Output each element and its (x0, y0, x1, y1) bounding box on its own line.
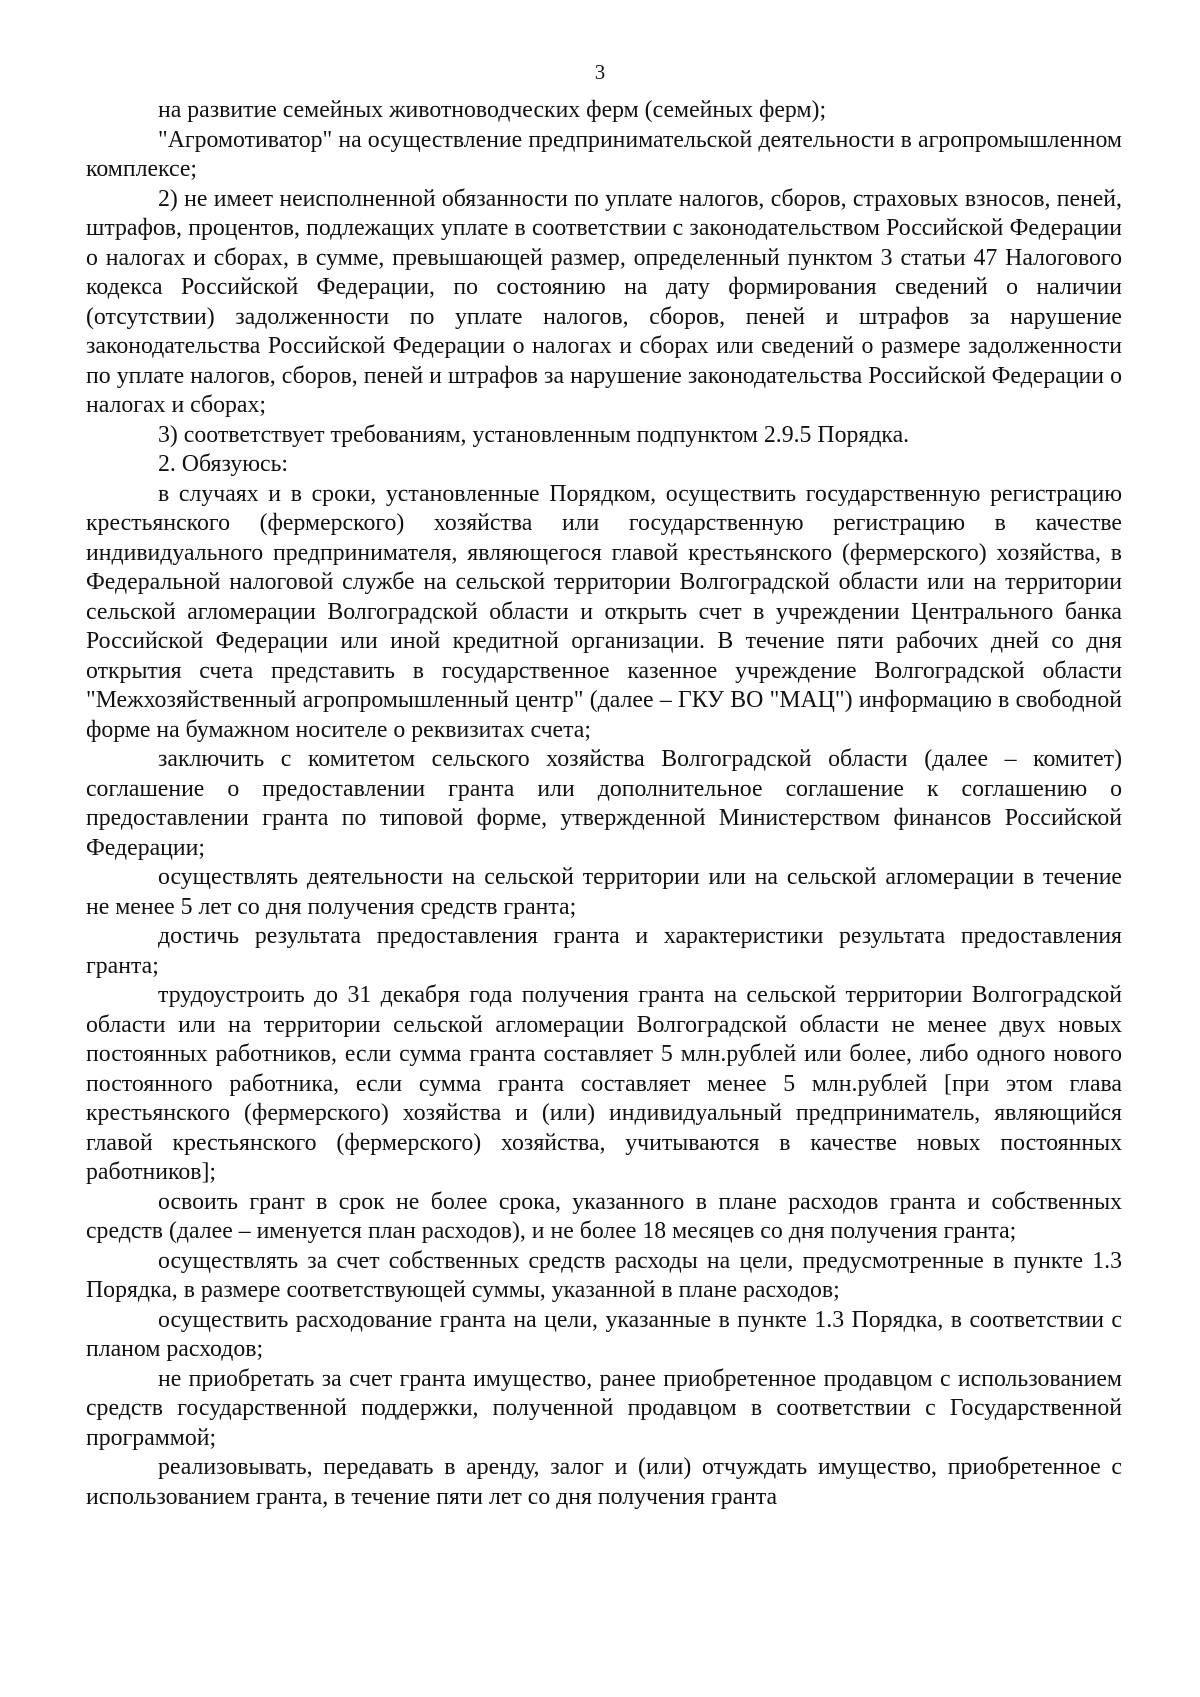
paragraph: реализовывать, передавать в аренду, залог и (или) отчуждать имущество, приобретенное с использованием гранта, в течение пяти лет со дня получения гранта (86, 1454, 1122, 1510)
paragraph: не приобретать за счет гранта имущество, ранее приобретенное продавцом с использованием средств государственной поддержки, полученной продавцом в соответствии с Государственной программой; (86, 1365, 1122, 1451)
page-number: 3 (594, 60, 606, 84)
document-body (86, 96, 1122, 1512)
paragraph: 2) не имеет неисполненной обязанности по уплате налогов, сборов, страховых взносов, пеней, штрафов, процентов, подлежащих уплате в соответствии с законодательством Российской Федерации о налогах и сборах, в сумме, превышающей размер, определенный пунктом 3 статьи 47 Налогового кодекса Российской Федерации, по состоянию на дату формирования сведений о наличии (отсутствии) задолженности по уплате налогов, сборов, пеней и штрафов за нарушение законодательства Российской Федерации о налогах и сборах или сведений о размере задолженности по уплате налогов, сборов, пеней и штрафов за нарушение законодательства Российской Федерации о налогах и сборах; (86, 185, 1122, 418)
paragraph: 3) соответствует требованиям, установленным подпунктом 2.9.5 Порядка. (158, 421, 910, 448)
paragraph: осуществлять за счет собственных средств расходы на цели, предусмотренные в пункте 1.3 Порядка, в размере соответствующей суммы, указанной в плане расходов; (86, 1247, 1122, 1303)
paragraph: трудоустроить до 31 декабря года получения гранта на сельской территории Волгоградской области или на территории сельской агломерации Волгоградской области не менее двух новых постоянных работников, если сумма гранта составляет 5 млн.рублей или более, либо одного нового постоянного работника, если сумма гранта составляет менее 5 млн.рублей [при этом глава крестьянского (фермерского) хозяйства и (или) индивидуальный предприниматель, являющийся главой крестьянского (фермерского) хозяйства, учитываются в качестве новых постоянных работников]; (86, 982, 1122, 1185)
paragraph: осуществлять деятельности на сельской территории или на сельской агломерации в течение не менее 5 лет со дня получения средств гранта; (86, 864, 1122, 920)
paragraph: заключить с комитетом сельского хозяйства Волгоградской области (далее – комитет) соглашение о предоставлении гранта или дополнительное соглашение к соглашению о предоставлении гранта по типовой форме, утвержденной Министерством финансов Российской Федерации; (86, 746, 1122, 861)
paragraph: на развитие семейных животноводческих ферм (семейных ферм); (158, 97, 827, 123)
paragraph: 2. Обязуюсь: (158, 451, 289, 477)
paragraph: освоить грант в срок не более срока, указанного в плане расходов гранта и собственных средств (далее – именуется план расходов), и не более 18 месяцев со дня получения гранта; (86, 1188, 1122, 1244)
paragraph: достичь результата предоставления гранта и характеристики результата предоставления гранта; (86, 923, 1122, 979)
paragraph: "Агромотиватор" на осуществление предпринимательской деятельности в агропромышленном комплексе; (86, 126, 1122, 182)
paragraph: в случаях и в сроки, установленные Порядком, осуществить государственную регистрацию крестьянского (фермерского) хозяйства или государственную регистрацию в качестве индивидуального предпринимателя, являющегося главой крестьянского (фермерского) хозяйства, в Федеральной налоговой службе на сельской территории Волгоградской области или на территории сельской агломерации Волгоградской области и открыть счет в учреждении Центрального банка Российской Федерации или иной кредитной организации. В течение пяти рабочих дней со дня открытия счета представить в государственное казенное учреждение Волгоградской области "Межхозяйственный агропромышленный центр" (далее – ГКУ ВО "МАЦ") информацию в свободной форме на бумажном носителе о реквизитах счета; (86, 480, 1122, 743)
paragraph: осуществить расходование гранта на цели, указанные в пункте 1.3 Порядка, в соответствии с планом расходов; (86, 1306, 1122, 1362)
